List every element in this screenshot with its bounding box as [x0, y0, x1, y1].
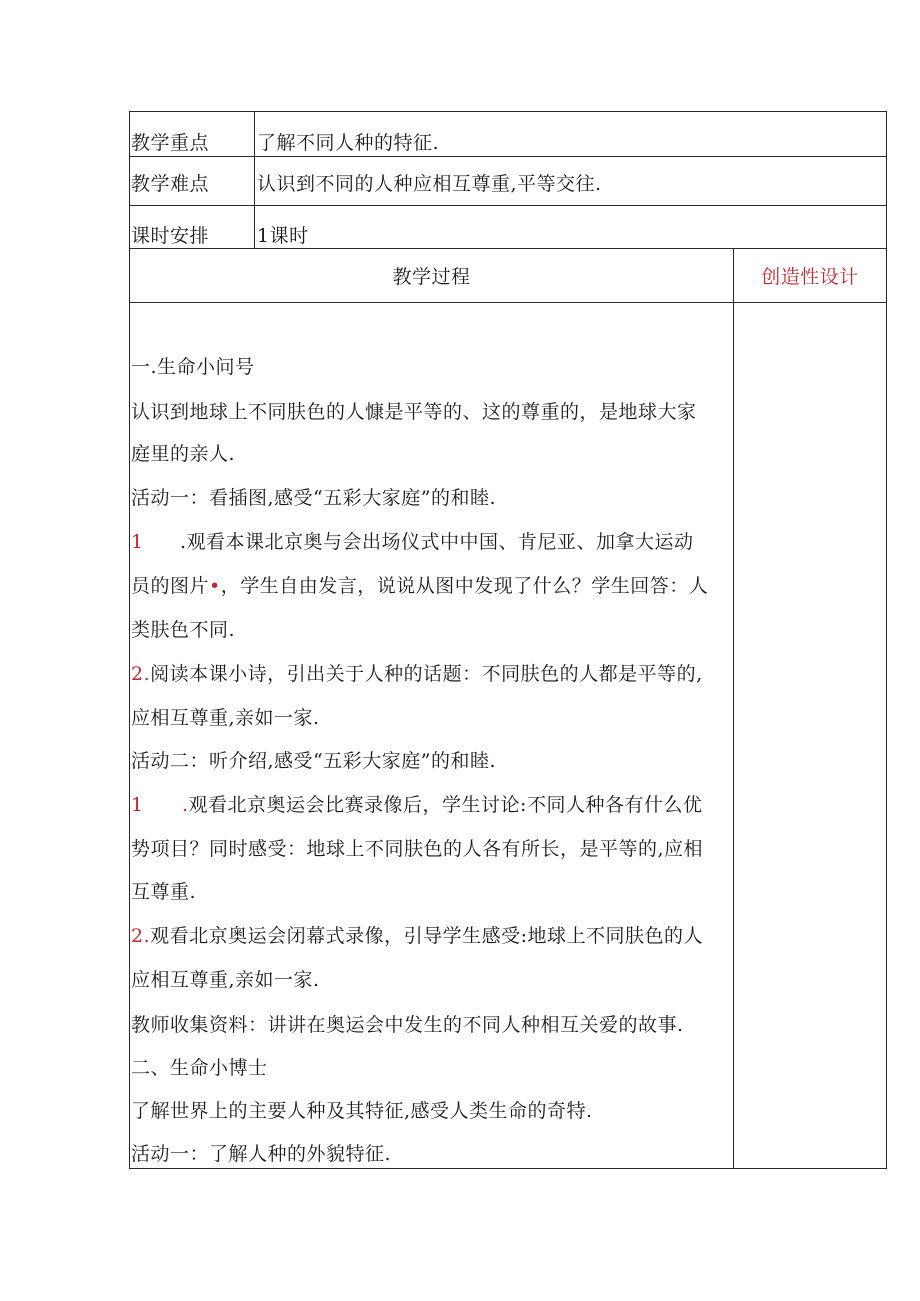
- row-divider-3: [129, 248, 887, 249]
- row-divider-2: [129, 205, 887, 206]
- a2-item1-dot: .: [182, 794, 189, 816]
- a1-item2-text: 阅读本课小诗，引出关于人种的话题：不同肤色的人都是平等的,: [150, 663, 703, 685]
- a1-item1-line2: [131, 574, 708, 598]
- section1-intro-line1: 认识到地球上不同肤色的人慷是平等的、这的尊重的，是地球大家: [131, 401, 697, 423]
- a1-item2-number: 2.: [131, 663, 151, 685]
- a2-item1-line1: [182, 793, 702, 817]
- section2-title: 二、生命小博士: [131, 1057, 268, 1079]
- row-label-difficulties: 教学难点: [131, 173, 210, 195]
- process-header: 教学过程: [392, 266, 471, 288]
- row-label-schedule: 课时安排: [131, 225, 210, 247]
- row-value-key-points: 了解不同人种的特征.: [257, 132, 440, 154]
- section2-activity1: 活动一：了解人种的外貌特征.: [131, 1143, 392, 1165]
- a2-item2-line2: 应相互尊重,亲如一家.: [131, 969, 320, 991]
- teacher-material: 教师收集资料：讲讲在奥运会中发生的不同人种相互关爱的故事.: [131, 1014, 684, 1036]
- section2-intro: 了解世界上的主要人种及其特征,感受人类生命的奇特.: [131, 1100, 593, 1122]
- row-value-difficulties: 认识到不同的人种应相互尊重,平等交往.: [257, 173, 602, 195]
- table-right-border: [886, 111, 887, 1169]
- bullet-dot: •: [209, 575, 221, 597]
- a2-item1-number: 1: [131, 794, 144, 816]
- table-bottom-border: [129, 1168, 887, 1169]
- a1-item1-line1: .观看本课北京奥与会出场仪式中中国、肯尼亚、加拿大运动: [180, 531, 694, 553]
- label-column-divider: [254, 111, 255, 249]
- a2-item2-text: 观看北京奥运会闭幕式录像，引导学生感受:地球上不同肤色的人: [150, 925, 704, 947]
- a2-item2-number: 2.: [131, 925, 151, 947]
- a1-item1-number: 1: [131, 531, 144, 553]
- a2-item1-line2: 势项目？同时感受：地球上不同肤色的人各有所长，是平等的,应相: [131, 838, 704, 860]
- a2-item1-line3: 互尊重.: [131, 881, 197, 903]
- section1-intro-line2: 庭里的亲人.: [131, 443, 236, 465]
- a1-item1-line3: 类肤色不同.: [131, 619, 236, 641]
- a1-item2-line2: 应相互尊重,亲如一家.: [131, 707, 320, 729]
- a2-item2-line1: [131, 924, 703, 948]
- a1-item1-line2-post: ，学生自由发言，说说从图中发现了什么？学生回答：人: [220, 575, 709, 597]
- a1-item2-line1: [131, 662, 703, 686]
- design-header: 创造性设计: [761, 266, 859, 288]
- activity1-title: 活动一：看插图,感受“五彩大家庭”的和睦.: [131, 487, 497, 509]
- a2-item1-text: 观看北京奥运会比赛录像后，学生讨论:不同人种各有什么优: [188, 794, 703, 816]
- activity2-title: 活动二：听介绍,感受“五彩大家庭”的和睦.: [131, 750, 497, 772]
- section1-title: 一.生命小问号: [131, 356, 255, 378]
- design-column-divider: [733, 248, 734, 1169]
- row-label-key-points: 教学重点: [131, 132, 210, 154]
- table-top-border: [129, 111, 887, 112]
- a1-item1-line2-pre: 员的图片: [131, 575, 210, 597]
- row-value-schedule: 1课时: [257, 225, 309, 247]
- row-divider-1: [129, 156, 887, 157]
- row-divider-4: [129, 302, 887, 303]
